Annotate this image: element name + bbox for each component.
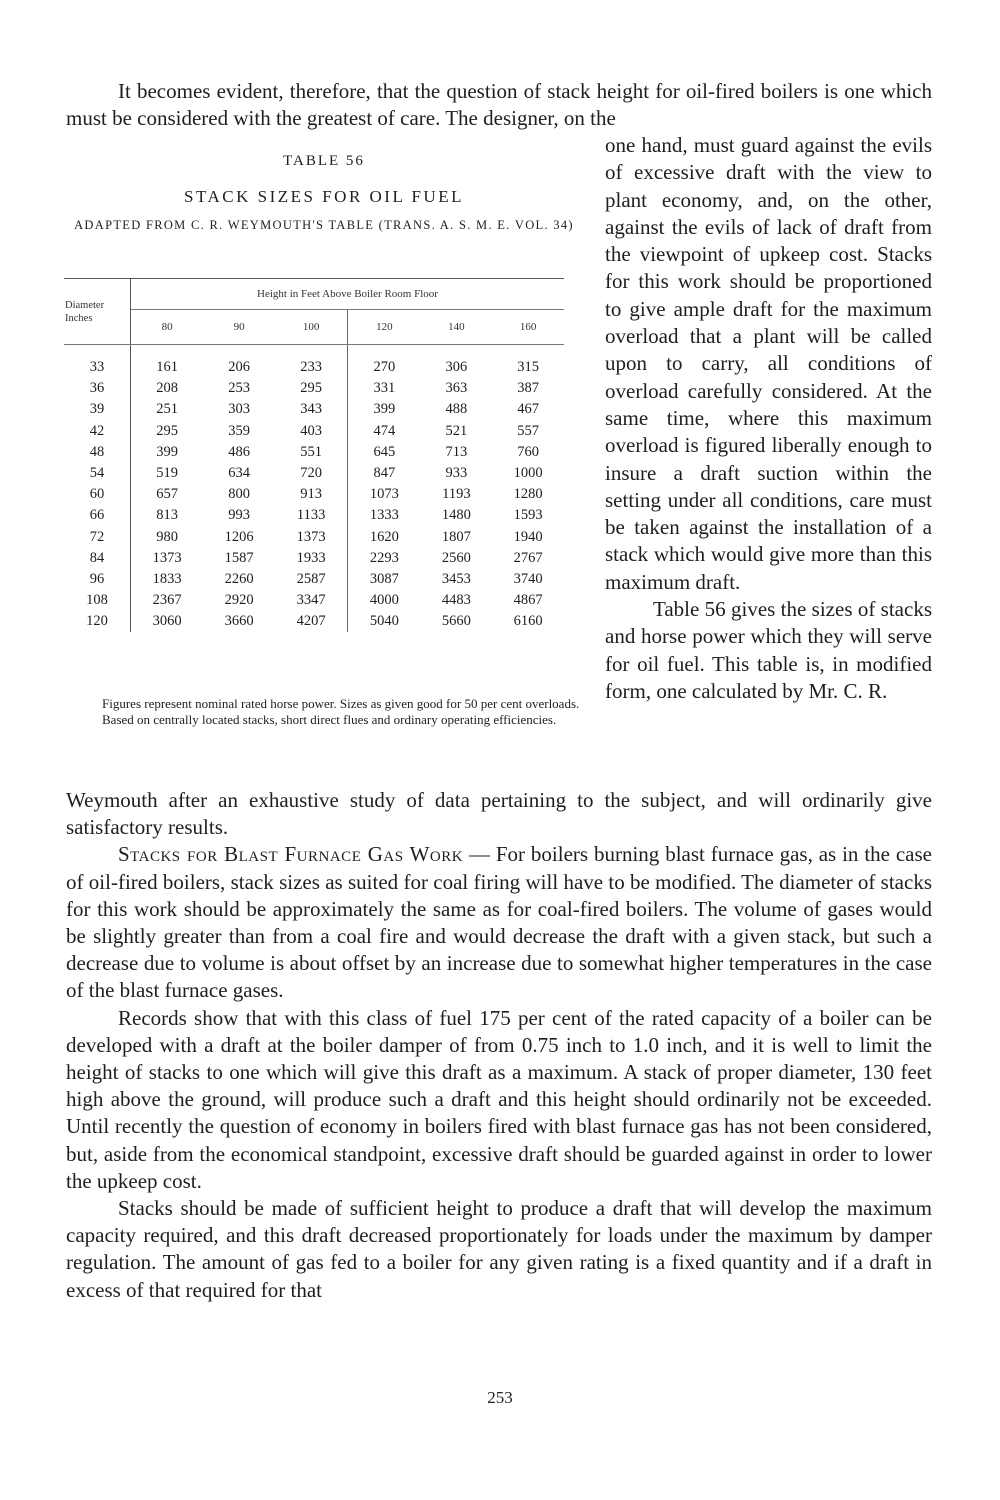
horsepower-cell: 993 — [228, 507, 250, 524]
stacks-paragraph: Stacks should be made of sufficient height to produce a draft that will develop the maximum capacity required, and this draft decreased proportionately for loads under the maximum by damper regulation. The amount of gas fed to a boiler for any given rating is a fixed quantity and if a draft in excess of that required for that — [66, 1196, 932, 1302]
height-column-header: 100 — [275, 310, 348, 345]
horsepower-cell: 847 — [348, 463, 421, 484]
diameter-cell: 39 — [64, 399, 131, 420]
horsepower-cell: 1933 — [296, 549, 326, 566]
horsepower-cell: 1807 — [441, 528, 471, 545]
continuation-paragraph: Weymouth after an exhaustive study of data pertaining to the subject, and will ordinarily give satisfactory results. — [66, 788, 932, 840]
height-column-header: 140 — [421, 310, 493, 345]
horsepower-cell: 4483 — [441, 592, 471, 609]
stack-sizes-table — [64, 278, 564, 632]
horsepower-cell: 4867 — [513, 592, 543, 609]
horsepower-cell: 3087 — [348, 569, 421, 590]
table-row — [64, 463, 564, 484]
diameter-cell: 48 — [64, 442, 131, 463]
table-row — [64, 345, 564, 379]
horsepower-cell: 1193 — [442, 486, 471, 503]
horsepower-cell: 295 — [300, 380, 322, 397]
table-row — [64, 378, 564, 399]
horsepower-cell: 303 — [228, 401, 250, 418]
height-column-header: 80 — [131, 310, 204, 345]
horsepower-cell: 760 — [517, 443, 539, 460]
horsepower-cell: 488 — [445, 401, 468, 418]
horsepower-cell: 270 — [348, 345, 421, 379]
diameter-cell: 108 — [64, 590, 131, 611]
diameter-cell: 33 — [64, 345, 131, 379]
table-row — [64, 527, 564, 548]
horsepower-cell: 251 — [156, 401, 179, 418]
table-title: STACK SIZES FOR OIL FUEL — [184, 187, 464, 206]
diameter-cell: 84 — [64, 548, 131, 569]
diameter-cell: 60 — [64, 484, 131, 505]
horsepower-cell: 2587 — [296, 570, 326, 587]
horsepower-cell: 399 — [156, 443, 179, 460]
table-row — [64, 421, 564, 442]
horsepower-cell: 1480 — [441, 507, 471, 524]
horsepower-cell: 306 — [445, 359, 468, 376]
horsepower-cell: 3740 — [513, 570, 543, 587]
horsepower-cell: 2293 — [348, 548, 421, 569]
diameter-cell: 42 — [64, 421, 131, 442]
horsepower-cell: 4207 — [296, 613, 326, 630]
table-note-1: Figures represent nominal rated horse power. Sizes as given good for 50 per cent overloads. — [102, 696, 580, 711]
horsepower-cell: 161 — [156, 359, 179, 376]
table-row — [64, 442, 564, 463]
height-column-header: 160 — [492, 310, 564, 345]
horsepower-cell: 2767 — [513, 549, 543, 566]
horsepower-cell: 233 — [300, 359, 322, 376]
horsepower-cell: 645 — [348, 442, 421, 463]
diameter-header: Diameter Inches — [64, 279, 131, 345]
horsepower-cell: 315 — [517, 359, 539, 376]
horsepower-cell: 467 — [517, 401, 539, 418]
horsepower-cell: 1833 — [152, 570, 182, 587]
horsepower-cell: 1280 — [513, 486, 543, 503]
horsepower-cell: 1940 — [513, 528, 543, 545]
diameter-cell: 120 — [64, 611, 131, 632]
horsepower-cell: 521 — [445, 422, 468, 439]
horsepower-cell: 1587 — [224, 549, 254, 566]
horsepower-cell: 519 — [156, 465, 179, 482]
horsepower-cell: 6160 — [513, 613, 543, 630]
horsepower-cell: 359 — [228, 422, 250, 439]
horsepower-cell: 2560 — [441, 549, 471, 566]
horsepower-cell: 3453 — [441, 570, 471, 587]
horsepower-cell: 913 — [300, 486, 322, 503]
horsepower-cell: 800 — [228, 486, 250, 503]
sidebar-paragraph-1: one hand, must guard against the evils of excessive draft with the view to plant economy, and, on the other, against the evils of lack of draft from the viewpoint of upkeep cost. Stacks for this work should be proportioned to give ample draft for the maximum overload that a plant will be called upon to carry, all conditions of overload carefully considered. At the same time, where this maximum overload is figured liberally enough to insure a draft suction within the setting under all conditions, care must be taken against the installation of a stack which would give more than this maximum draft. — [605, 133, 932, 594]
horsepower-cell: 3660 — [224, 613, 254, 630]
horsepower-cell: 980 — [156, 528, 179, 545]
horsepower-cell: 1373 — [296, 528, 326, 545]
horsepower-cell: 5040 — [348, 611, 421, 632]
horsepower-cell: 1000 — [513, 465, 543, 482]
table-56-block — [64, 150, 584, 630]
horsepower-cell: 343 — [300, 401, 322, 418]
table-notes — [64, 696, 584, 728]
diameter-cell: 36 — [64, 378, 131, 399]
horsepower-cell: 713 — [445, 443, 468, 460]
horsepower-cell: 634 — [228, 465, 250, 482]
horsepower-cell: 474 — [348, 421, 421, 442]
section-text: — For boilers burning blast furnace gas, as in the case of oil-fired boilers, stack sizes as suited for coal firing will have to be modified. The diameter of stacks for this work should be approximately the same as for coal-fired boilers. The volume of gases would be slightly greater than from a coal fire and would decrease the draft with a given stack, but such a decrease due to volume is about offset by an increase due to somewhat higher temperatures in the case of the blast furnace gases. — [66, 842, 932, 1003]
horsepower-cell: 720 — [300, 465, 322, 482]
table-row — [64, 548, 564, 569]
horsepower-cell: 208 — [156, 380, 179, 397]
page-number: 253 — [487, 1388, 513, 1407]
horsepower-cell: 1620 — [348, 527, 421, 548]
horsepower-cell: 1373 — [152, 549, 182, 566]
table-row — [64, 590, 564, 611]
horsepower-cell: 4000 — [348, 590, 421, 611]
horsepower-cell: 399 — [348, 399, 421, 420]
sidebar-column-text — [605, 132, 932, 705]
table-source: ADAPTED FROM C. R. WEYMOUTH'S TABLE (TRANS. A. S. M. E. VOL. 34) — [74, 218, 574, 232]
horsepower-cell: 3347 — [296, 592, 326, 609]
records-paragraph: Records show that with this class of fuel 175 per cent of the rated capacity of a boiler can be developed with a draft at the boiler damper of from 0.75 inch to 1.0 inch, and it is well to limit the height of stacks to one which will give this draft as a maximum. A stack of proper diameter, 130 feet high above the ground, will produce such a draft and this height should ordinarily not be exceeded. Until recently the question of economy in boilers fired with blast furnace gas has not been considered, but, aside from the economical standpoint, excessive draft should be guarded against in order to lower the upkeep cost. — [66, 1005, 932, 1193]
horsepower-cell: 1593 — [513, 507, 543, 524]
height-column-header: 90 — [203, 310, 275, 345]
horsepower-cell: 206 — [228, 359, 250, 376]
table-note-2: Based on centrally located stacks, short direct flues and ordinary operating efficiencies. — [102, 712, 557, 727]
table-row — [64, 399, 564, 420]
horsepower-cell: 2920 — [224, 592, 254, 609]
horsepower-cell: 486 — [228, 443, 250, 460]
horsepower-cell: 3060 — [152, 613, 182, 630]
diameter-cell: 96 — [64, 569, 131, 590]
horsepower-cell: 1133 — [296, 507, 326, 524]
table-label: TABLE 56 — [283, 153, 365, 169]
blast-furnace-paragraph — [66, 841, 932, 1004]
diameter-cell: 54 — [64, 463, 131, 484]
section-heading: Stacks for Blast Furnace Gas Work — [118, 842, 464, 867]
horsepower-cell: 1073 — [348, 484, 421, 505]
horsepower-cell: 363 — [445, 380, 468, 397]
horsepower-cell: 657 — [156, 486, 179, 503]
horsepower-cell: 1333 — [348, 505, 421, 526]
table-row — [64, 484, 564, 505]
horsepower-cell: 5660 — [441, 613, 471, 630]
horsepower-cell: 387 — [517, 380, 539, 397]
table-row — [64, 505, 564, 526]
diameter-cell: 72 — [64, 527, 131, 548]
table-row — [64, 611, 564, 632]
horsepower-cell: 331 — [348, 378, 421, 399]
intro-paragraph: It becomes evident, therefore, that the question of stack height for oil-fired boilers is one which must be considered with the greatest of care. The designer, on the — [66, 79, 932, 130]
horsepower-cell: 933 — [445, 465, 468, 482]
horsepower-cell: 2260 — [224, 570, 254, 587]
diameter-cell: 66 — [64, 505, 131, 526]
height-header: Height in Feet Above Boiler Room Floor — [131, 279, 565, 310]
horsepower-cell: 557 — [517, 422, 539, 439]
horsepower-cell: 813 — [156, 507, 179, 524]
horsepower-cell: 253 — [228, 380, 250, 397]
main-body-text — [66, 787, 932, 1304]
horsepower-cell: 1206 — [224, 528, 254, 545]
horsepower-cell: 2367 — [152, 592, 182, 609]
horsepower-cell: 295 — [156, 422, 179, 439]
table-row — [64, 569, 564, 590]
sidebar-paragraph-2: Table 56 gives the sizes of stacks and horse power which they will serve for oil fuel. This table is, in modified form, one calculated by Mr. C. R. — [605, 597, 932, 703]
horsepower-cell: 403 — [300, 422, 322, 439]
height-column-header: 120 — [348, 310, 421, 345]
horsepower-cell: 551 — [300, 443, 322, 460]
